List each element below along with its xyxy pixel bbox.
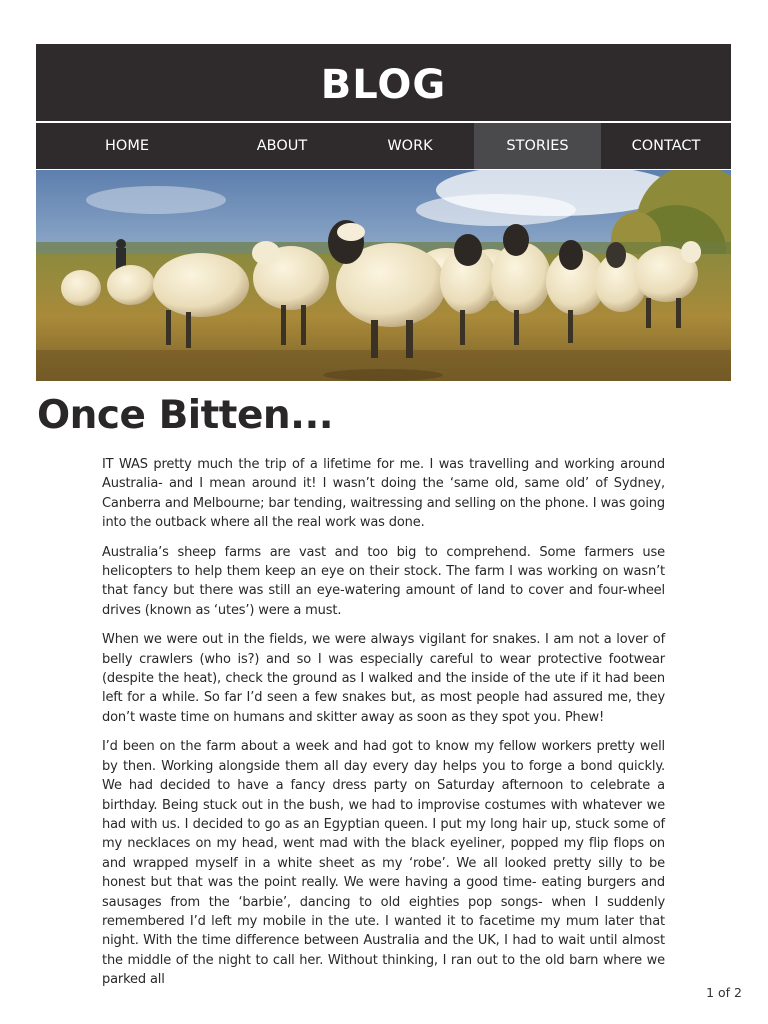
article-paragraph: IT WAS pretty much the trip of a lifetime for me. I was travelling and working around Australia- and I mean around it! I wasn’t doing the ‘same old, same old’ of Sydney, Canberra and Melbourne; bar tending, waitressing and selling on the phone. I was going into the outback where all the real work was done. bbox=[102, 457, 665, 531]
blog-header bbox=[36, 44, 731, 121]
article-paragraph: I’d been on the farm about a week and had got to know my fellow workers pretty well by then. Working alongside them all day every day helps you to forge a bond quickly. We had decided to have a fancy dress party on Saturday afternoon to celebrate a birthday. Being stuck out in the bush, we had to improvise costumes with whatever we had with us. I decided to go as an Egyptian queen. I put my long hair up, stuck some of my necklaces on my head, went mad with the black eyeliner, popped my flip flops on and wrapped myself in a white sheet as my ‘robe’. We all looked pretty silly to be honest but that was the point really. We were having a good time- eating burgers and sausages from the ‘barbie’, dancing to old eighties pop songs- when I suddenly remembered I’d left my mobile in the ute. I wanted it to facetime my mum later that night. With the time difference between Australia and the UK, I had to wait until almost the middle of the night to call her. Without thinking, I ran out to the old barn where we parked all bbox=[102, 739, 665, 988]
article-paragraph: When we were out in the fields, we were always vigilant for snakes. I am not a lover of belly crawlers (who is?) and so I was especially careful to wear protective footwear (despite the heat), check the ground as I walked and the inside of the ute if it had been left for a while. So far I’d seen a few snakes but, as most people had assured me, they don’t waste time on humans and skitter away as soon as they spot you. Phew! bbox=[102, 632, 665, 725]
article-body bbox=[102, 455, 665, 1000]
nav-item-stories[interactable]: STORIES bbox=[474, 123, 601, 169]
post-title: Once Bitten... bbox=[37, 393, 334, 438]
main-nav bbox=[36, 123, 731, 169]
nav-item-work[interactable]: WORK bbox=[387, 138, 433, 154]
nav-item-home[interactable]: HOME bbox=[105, 138, 149, 154]
nav-item-about[interactable]: ABOUT bbox=[256, 138, 308, 154]
article-paragraph: Australia’s sheep farms are vast and too big to comprehend. Some farmers use helicopters to help them keep an eye on their stock. The farm I was working on wasn’t that fancy but there was still an eye-watering amount of land to cover and four-wheel drives (known as ‘utes’) were a must. bbox=[102, 544, 665, 618]
page-number: 1 of 2 bbox=[706, 985, 742, 1000]
nav-item-contact[interactable]: CONTACT bbox=[631, 138, 701, 154]
hero-image bbox=[36, 170, 731, 381]
sheep-field-photo bbox=[36, 170, 731, 381]
blog-title[interactable]: BLOG bbox=[320, 61, 447, 108]
